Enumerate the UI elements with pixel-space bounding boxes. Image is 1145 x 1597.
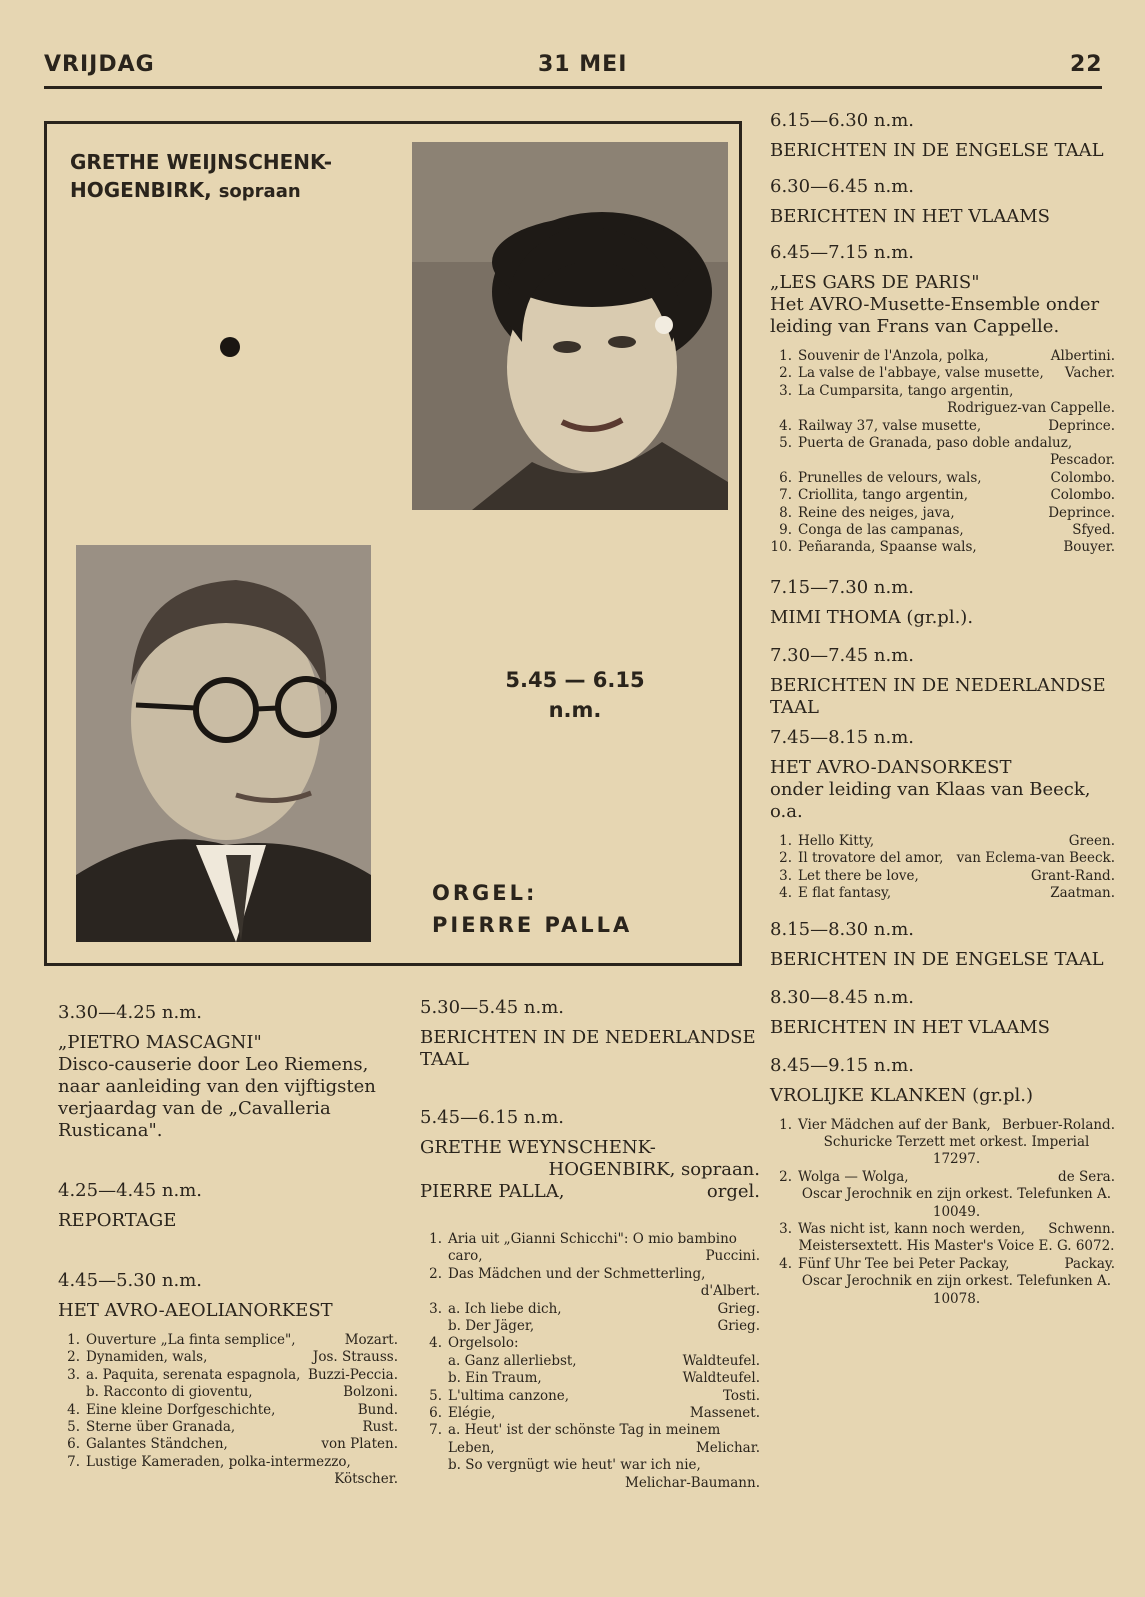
list-item	[420, 1405, 760, 1422]
program-time: 5.45—6.15 n.m.	[420, 1107, 564, 1128]
list-item	[420, 1335, 760, 1352]
item-number: 5.	[779, 435, 792, 452]
program-title: MIMI THOMA (gr.pl.).	[770, 606, 974, 628]
program-time: 7.15—7.30 n.m.	[770, 576, 914, 598]
program-title: VROLIJKE KLANKEN (gr.pl.)	[770, 1084, 1034, 1106]
program-title: BERICHTEN IN DE NEDERLANDSE TAAL	[420, 1027, 756, 1070]
item-title: Lustige Kameraden, polka-intermezzo,	[86, 1453, 351, 1470]
program-list	[770, 348, 1115, 557]
list-item	[58, 1384, 398, 1401]
item-composer: Mozart.	[344, 1332, 398, 1348]
item-body	[448, 1318, 760, 1335]
item-composer: d'Albert.	[700, 1283, 760, 1300]
item-number: 7.	[429, 1422, 442, 1439]
item-performer: Oscar Jerochnik en zijn orkest. Telefunken A. 10049.	[801, 1186, 1112, 1220]
item-title: Railway 37, valse musette,	[798, 417, 982, 434]
item-body	[798, 487, 1115, 504]
item-number: 1.	[779, 348, 792, 364]
item-body	[798, 1256, 1115, 1308]
item-composer: Schwenn.	[1048, 1220, 1115, 1237]
item-body	[798, 1169, 1115, 1221]
program-title: BERICHTEN IN DE ENGELSE TAAL	[770, 948, 1104, 970]
list-item	[770, 470, 1115, 487]
list-item	[770, 1256, 1115, 1308]
item-composer: van Eclema-van Beeck.	[956, 850, 1115, 867]
item-composer: Waldteufel.	[682, 1352, 760, 1369]
item-title: a. Ganz allerliebst,	[448, 1352, 577, 1369]
item-body	[798, 365, 1115, 382]
item-composer: Kötscher.	[334, 1471, 398, 1488]
item-number: 6.	[779, 469, 792, 486]
column-3	[770, 110, 1115, 1308]
item-composer: Grieg.	[717, 1318, 760, 1335]
item-composer: Melichar-Baumann.	[625, 1474, 760, 1491]
item-composer: Sfyed.	[1072, 522, 1115, 539]
item-number: 6.	[67, 1436, 80, 1453]
item-body	[798, 522, 1115, 539]
item-composer: Buzzi-Peccia.	[308, 1366, 398, 1383]
item-composer: Vacher.	[1064, 365, 1115, 382]
item-body	[798, 383, 1115, 418]
item-title: Sterne über Granada,	[86, 1419, 236, 1436]
list-item	[58, 1402, 398, 1419]
item-number: 4.	[67, 1401, 80, 1418]
soprano-portrait-icon	[412, 142, 728, 510]
item-number: 2.	[779, 1168, 792, 1185]
item-number	[420, 1353, 448, 1370]
performer-role: orgel.	[706, 1181, 760, 1202]
feature-time-unit: n.m.	[548, 698, 602, 722]
list-item	[420, 1422, 760, 1457]
program-title: REPORTAGE	[58, 1210, 177, 1231]
list-item	[58, 1349, 398, 1366]
item-title: La valse de l'abbaye, valse musette,	[798, 365, 1044, 382]
item-body	[798, 539, 1115, 556]
item-title: Dynamiden, wals,	[86, 1349, 208, 1366]
item-title: Prunelles de velours, wals,	[798, 469, 982, 486]
item-title: Wolga — Wolga,	[798, 1168, 909, 1185]
item-title: Peñaranda, Spaanse wals,	[798, 539, 977, 556]
item-performer: Meistersextett. His Master's Voice E. G. 6072.	[798, 1238, 1115, 1255]
item-body	[448, 1457, 760, 1492]
column-2	[420, 997, 760, 1492]
item-body	[448, 1335, 760, 1352]
item-number: 4.	[429, 1335, 442, 1352]
feature-title-line1: GRETHE WEIJNSCHENK-	[70, 150, 333, 174]
list-item	[58, 1419, 398, 1436]
list-item	[58, 1436, 398, 1453]
item-body	[798, 833, 1115, 850]
program-time: 4.25—4.45 n.m.	[58, 1180, 202, 1201]
list-item	[420, 1457, 760, 1492]
item-body	[448, 1370, 760, 1387]
column-1	[58, 1002, 398, 1489]
feature-title-role: sopraan	[218, 181, 301, 202]
item-number	[420, 1457, 448, 1492]
performer-name: PIERRE PALLA,	[420, 1181, 565, 1202]
list-item	[420, 1231, 760, 1266]
item-body	[798, 1117, 1115, 1169]
program-time: 6.30—6.45 n.m.	[770, 176, 914, 197]
item-title: Aria uit „Gianni Schicchi": O mio bambino caro,	[448, 1231, 737, 1265]
item-composer: Bund.	[357, 1401, 398, 1418]
list-item	[420, 1301, 760, 1318]
feature-title	[70, 148, 332, 206]
item-title: b. Ein Traum,	[448, 1370, 542, 1387]
item-number: 5.	[67, 1419, 80, 1436]
item-composer: Melichar.	[695, 1439, 760, 1456]
item-composer: Tosti.	[722, 1387, 760, 1404]
program-title: BERICHTEN IN HET VLAAMS	[770, 206, 1050, 227]
item-composer: Berbuer-Roland.	[1002, 1116, 1115, 1133]
list-item	[770, 522, 1115, 539]
list-item	[770, 505, 1115, 522]
program-performer-line2: HOGENBIRK, sopraan.	[548, 1159, 760, 1180]
program-time: 4.45—5.30 n.m.	[58, 1270, 202, 1291]
date-label: 31 MEI	[538, 52, 628, 77]
program-title: BERICHTEN IN DE ENGELSE TAAL	[770, 140, 1104, 161]
item-title: Galantes Ständchen,	[86, 1436, 228, 1453]
item-number	[58, 1384, 86, 1401]
program-time: 8.15—8.30 n.m.	[770, 918, 914, 940]
item-composer: Pescador.	[1049, 452, 1115, 469]
item-number: 1.	[779, 1116, 792, 1133]
item-title: Ouverture „La finta semplice",	[86, 1332, 296, 1348]
item-body	[86, 1384, 398, 1401]
item-body	[798, 1221, 1115, 1256]
list-item	[770, 1169, 1115, 1221]
day-label: VRIJDAG	[44, 52, 155, 77]
program-list	[770, 833, 1115, 903]
item-number: 4.	[779, 1255, 792, 1272]
item-title: L'ultima canzone,	[448, 1387, 570, 1404]
feature-title-line2: HOGENBIRK,	[70, 178, 212, 202]
program-time: 8.30—8.45 n.m.	[770, 986, 914, 1008]
list-item	[770, 868, 1115, 885]
item-title: Criollita, tango argentin,	[798, 487, 969, 504]
item-body	[448, 1422, 760, 1457]
item-body	[86, 1419, 398, 1436]
item-title: Orgelsolo:	[448, 1335, 519, 1352]
item-composer: Bouyer.	[1063, 539, 1115, 556]
item-title: a. Heut' ist der schönste Tag in meinem Leben,	[448, 1422, 721, 1456]
item-composer: Puccini.	[705, 1248, 760, 1265]
item-number: 4.	[779, 417, 792, 434]
list-item	[770, 850, 1115, 867]
list-item	[770, 1221, 1115, 1256]
item-title: b. So vergnügt wie heut' war ich nie,	[448, 1457, 701, 1474]
program-time: 6.15—6.30 n.m.	[770, 110, 914, 131]
item-title: b. Racconto di gioventu,	[86, 1384, 253, 1401]
list-item	[770, 365, 1115, 382]
header-rule	[44, 86, 1102, 89]
item-title: b. Der Jäger,	[448, 1318, 535, 1335]
item-composer: Deprince.	[1048, 417, 1115, 434]
item-title: Das Mädchen und der Schmetterling,	[448, 1265, 706, 1282]
item-title: Was nicht ist, kann noch werden,	[798, 1220, 1026, 1237]
program-time: 7.30—7.45 n.m.	[770, 644, 914, 666]
item-composer: Colombo.	[1050, 469, 1115, 486]
item-composer: Zaatman.	[1050, 885, 1115, 902]
program-title: HET AVRO-AEOLIANORKEST	[58, 1300, 333, 1321]
organist-photo	[76, 545, 371, 942]
item-composer: von Platen.	[321, 1436, 398, 1453]
item-number: 4.	[779, 885, 792, 902]
list-item	[770, 539, 1115, 556]
list-item	[770, 833, 1115, 850]
list-item	[770, 1117, 1115, 1169]
item-composer: Waldteufel.	[682, 1370, 760, 1387]
item-body	[86, 1436, 398, 1453]
list-item	[770, 487, 1115, 504]
item-composer: Deprince.	[1048, 504, 1115, 521]
item-title: Vier Mädchen auf der Bank,	[798, 1116, 991, 1133]
bullet-dot	[220, 337, 240, 357]
item-body	[798, 868, 1115, 885]
list-item	[770, 348, 1115, 365]
feature-orgel	[432, 877, 632, 941]
item-number: 3.	[429, 1300, 442, 1317]
item-number: 3.	[779, 867, 792, 884]
list-item	[420, 1318, 760, 1335]
program-list	[770, 1117, 1115, 1308]
program-list	[420, 1231, 760, 1492]
item-body	[86, 1402, 398, 1419]
program-description: Disco-causerie door Leo Riemens, naar aanleiding van den vijftigsten verjaardag van de „Cavalleria Rusticana".	[58, 1054, 376, 1141]
item-number: 3.	[67, 1366, 80, 1383]
item-body	[798, 505, 1115, 522]
program-description: onder leiding van Klaas van Beeck, o.a.	[770, 778, 1091, 822]
item-composer: de Sera.	[1058, 1168, 1115, 1185]
item-body	[798, 470, 1115, 487]
list-item	[770, 885, 1115, 902]
program-list	[58, 1332, 398, 1489]
item-composer: Grant-Rand.	[1030, 867, 1115, 884]
item-composer: Albertini.	[1050, 348, 1115, 364]
program-performer-line1: GRETHE WEYNSCHENK-	[420, 1137, 656, 1158]
list-item	[770, 418, 1115, 435]
item-performer: Oscar Jerochnik en zijn orkest. Telefunken A. 10078.	[801, 1273, 1112, 1307]
item-number: 3.	[779, 1220, 792, 1237]
list-item	[58, 1332, 398, 1349]
item-composer: Grieg.	[717, 1300, 760, 1317]
list-item	[420, 1370, 760, 1387]
item-number: 6.	[429, 1405, 442, 1422]
item-body	[798, 850, 1115, 867]
program-time: 3.30—4.25 n.m.	[58, 1002, 202, 1023]
item-title: a. Paquita, serenata espagnola,	[86, 1366, 301, 1383]
item-title: Reine des neiges, java,	[798, 504, 955, 521]
item-body	[448, 1301, 760, 1318]
item-title: Hello Kitty,	[798, 832, 875, 849]
organist-portrait-icon	[76, 545, 371, 942]
orgel-label: ORGEL:	[432, 881, 538, 905]
item-composer: Jos. Strauss.	[312, 1349, 398, 1366]
list-item	[420, 1266, 760, 1301]
item-number: 3.	[779, 382, 792, 399]
item-number: 2.	[779, 365, 792, 382]
program-title: „LES GARS DE PARIS"	[770, 272, 980, 293]
program-performer-line3	[420, 1181, 760, 1203]
item-title: E flat fantasy,	[798, 885, 892, 902]
item-body	[448, 1388, 760, 1405]
list-item	[420, 1353, 760, 1370]
list-item	[420, 1388, 760, 1405]
program-time: 8.45—9.15 n.m.	[770, 1054, 914, 1076]
item-number: 1.	[67, 1332, 80, 1348]
item-number: 8.	[779, 504, 792, 521]
program-time: 5.30—5.45 n.m.	[420, 997, 564, 1018]
item-number: 10.	[770, 539, 792, 556]
list-item	[770, 383, 1115, 418]
item-composer: Massenet.	[689, 1405, 760, 1422]
page-number: 22	[1070, 52, 1103, 77]
item-title: Puerta de Granada, paso doble andaluz,	[798, 435, 1073, 452]
item-body	[798, 885, 1115, 902]
item-body	[448, 1405, 760, 1422]
item-title: Let there be love,	[798, 867, 919, 884]
list-item	[58, 1367, 398, 1384]
item-title: Conga de las campanas,	[798, 522, 964, 539]
item-title: a. Ich liebe dich,	[448, 1300, 562, 1317]
item-title: Il trovatore del amor,	[798, 850, 944, 867]
program-time: 7.45—8.15 n.m.	[770, 726, 914, 748]
program-title: HET AVRO-DANSORKEST	[770, 756, 1012, 778]
item-number: 7.	[779, 487, 792, 504]
program-title: „PIETRO MASCAGNI"	[58, 1032, 262, 1053]
item-body	[448, 1266, 760, 1301]
list-item	[58, 1454, 398, 1489]
item-number: 9.	[779, 522, 792, 539]
item-body	[86, 1332, 398, 1349]
item-title: Fünf Uhr Tee bei Peter Packay,	[798, 1255, 1010, 1272]
item-number	[420, 1370, 448, 1387]
item-body	[798, 348, 1115, 365]
item-composer: Green.	[1068, 832, 1115, 849]
item-number: 2.	[429, 1265, 442, 1282]
item-number: 1.	[779, 832, 792, 849]
item-composer: Colombo.	[1050, 487, 1115, 504]
program-title: BERICHTEN IN DE NEDERLANDSE TAAL	[770, 674, 1106, 718]
item-title: Souvenir de l'Anzola, polka,	[798, 348, 989, 364]
item-body	[798, 435, 1115, 470]
feature-time	[500, 665, 650, 725]
item-body	[448, 1353, 760, 1370]
item-body	[86, 1349, 398, 1366]
feature-time-value: 5.45 — 6.15	[505, 668, 645, 692]
item-body	[86, 1454, 398, 1489]
item-title: Elégie,	[448, 1405, 496, 1422]
list-item	[770, 435, 1115, 470]
item-body	[798, 418, 1115, 435]
item-number: 2.	[779, 850, 792, 867]
item-number: 7.	[67, 1453, 80, 1470]
item-body	[86, 1367, 398, 1384]
item-composer: Packay.	[1064, 1255, 1115, 1272]
item-number: 1.	[429, 1231, 442, 1247]
item-composer: Rodriguez-van Cappelle.	[947, 400, 1115, 417]
item-body	[448, 1231, 760, 1266]
item-number: 5.	[429, 1387, 442, 1404]
program-title: BERICHTEN IN HET VLAAMS	[770, 1016, 1050, 1038]
item-title: Eine kleine Dorfgeschichte,	[86, 1401, 276, 1418]
item-composer: Bolzoni.	[343, 1384, 398, 1401]
item-title: La Cumparsita, tango argentin,	[798, 382, 1014, 399]
soprano-photo	[412, 142, 728, 510]
item-composer: Rust.	[362, 1419, 398, 1436]
program-description: Het AVRO-Musette-Ensemble onder leiding van Frans van Cappelle.	[770, 294, 1100, 337]
item-number: 2.	[67, 1349, 80, 1366]
program-time: 6.45—7.15 n.m.	[770, 242, 914, 263]
item-number	[420, 1318, 448, 1335]
item-performer: Schuricke Terzett met orkest. Imperial 17297.	[823, 1133, 1090, 1168]
orgel-name: PIERRE PALLA	[432, 913, 633, 937]
